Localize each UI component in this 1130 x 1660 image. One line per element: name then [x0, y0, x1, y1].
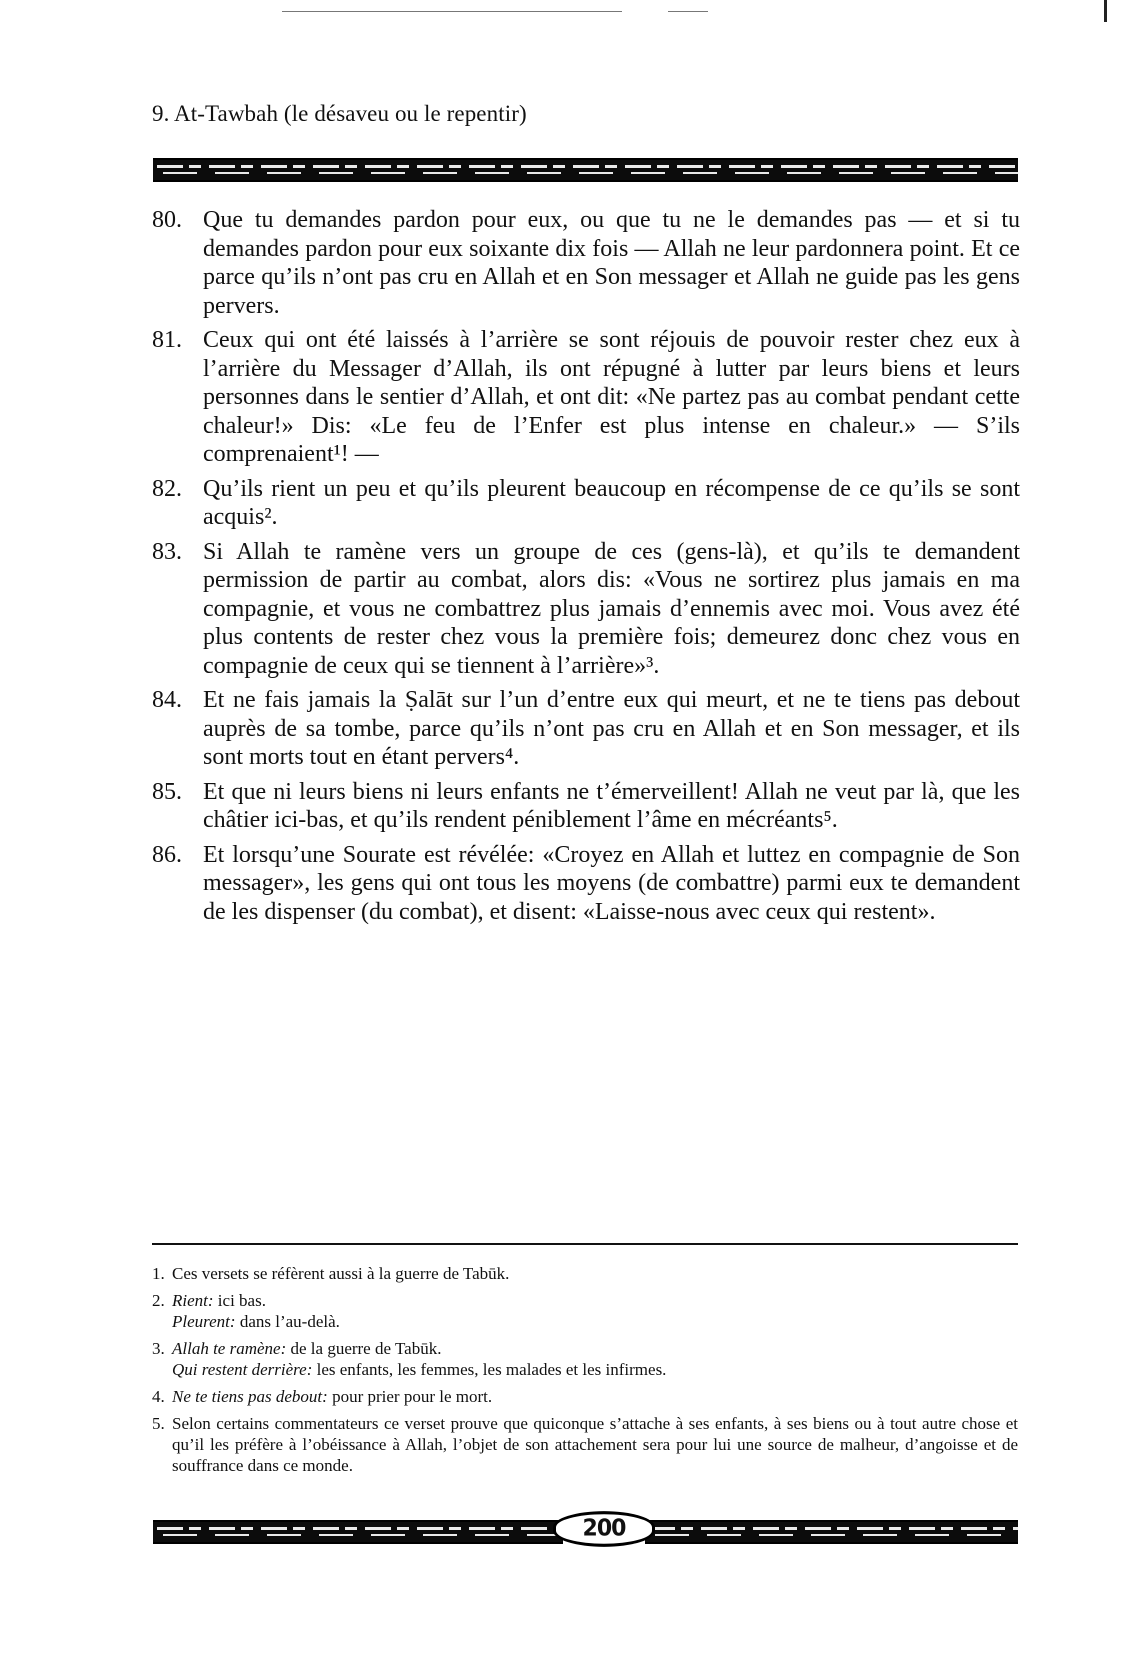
- verse-number: 84.: [152, 687, 182, 713]
- verse-number: 86.: [152, 841, 182, 868]
- verse-list: [152, 206, 1020, 932]
- verse-number: 80.: [152, 207, 182, 233]
- scan-artifact-line: [668, 11, 708, 12]
- footnote-text: dans l’au-delà.: [235, 1312, 340, 1331]
- footnote-line: [172, 1359, 1018, 1380]
- footnote-text: les enfants, les femmes, les malades et les infirmes.: [312, 1360, 667, 1379]
- verse: [152, 778, 1020, 835]
- footnote-term: Allah te ramène:: [172, 1339, 287, 1358]
- footnote-text: de la guerre de Tabūk.: [286, 1339, 442, 1358]
- page-number: 200: [553, 1511, 655, 1547]
- footnote-number: 2.: [152, 1291, 165, 1310]
- verse: [152, 538, 1020, 681]
- footnote-divider: [152, 1243, 1018, 1245]
- footnote-line: [172, 1386, 1018, 1407]
- footnote-term: Qui restent derrière:: [172, 1360, 313, 1379]
- verse: [152, 475, 1020, 532]
- footnote: [152, 1413, 1018, 1476]
- footnote-line: [172, 1338, 1018, 1359]
- footnote: [152, 1263, 1018, 1284]
- verse-number: 82.: [152, 475, 182, 502]
- verse-number: 83.: [152, 538, 182, 565]
- verse-number: 85.: [152, 778, 182, 805]
- scan-artifact-line: [282, 11, 622, 12]
- footnote: [152, 1338, 1018, 1380]
- verse: [152, 841, 1020, 927]
- surah-title: 9. At-Tawbah (le désaveu ou le repentir): [152, 101, 527, 126]
- footnote-text: pour prier pour le mort.: [327, 1387, 493, 1406]
- verse-text: Ceux qui ont été laissés à l’arrière se sont réjouis de pouvoir rester chez eux à l’arrière du Messager d’Allah, ils ont répugné à lutter par leurs biens et leurs personnes dans le sentier d’Allah, et ont dit: «Ne partez pas au combat pendant cette chaleur!» Dis: «Le feu de l’Enfer est plus intense en chaleur.» — S’ils comprenaient¹! —: [203, 327, 1020, 467]
- footnote-line: [172, 1413, 1018, 1476]
- verse-text: Et que ni leurs biens ni leurs enfants ne t’émerveillent! Allah ne veut par là, que les châtier ici-bas, et qu’ils rendent péniblement l’âme en mécréants⁵.: [203, 778, 1020, 833]
- footnote-text: ici bas.: [213, 1291, 266, 1310]
- footnote-text: Ces versets se réfèrent aussi à la guerre de Tabūk.: [172, 1264, 510, 1283]
- footnote-number: 3.: [152, 1339, 165, 1358]
- verse-text: Et ne fais jamais la Ṣalāt sur l’un d’entre eux qui meurt, et ne te tiens pas debout auprès de sa tombe, parce qu’ils n’ont pas cru en Allah et en Son messager, et ils sont morts tout en étant pervers⁴.: [203, 687, 1020, 770]
- verse-number: 81.: [152, 327, 182, 353]
- footnote-text: Selon certains commentateurs ce verset prouve que quiconque s’attache à ses enfants, à ses biens ou à tout autre chose et qu’il les préfère à l’obéissance à Allah, l’objet de son attachement sera pour lui une source de malheur, d’angoisse et de souffrance dans ce monde.: [172, 1414, 1018, 1475]
- decorative-border-bottom-left: [153, 1520, 563, 1544]
- footnote-term: Pleurent:: [172, 1312, 236, 1331]
- footnote-line: [172, 1311, 1018, 1332]
- verse: [152, 326, 1020, 469]
- footnote-line: [172, 1290, 1018, 1311]
- decorative-border-top: [153, 158, 1018, 182]
- verse-text: Si Allah te ramène vers un groupe de ces (gens-là), et qu’ils te demandent permission de partir au combat, alors dis: «Vous ne sortirez plus jamais en ma compagnie, et vous ne combattrez plus jamais d’ennemis avec moi. Vous avez été plus contents de rester chez vous la première fois; demeurez donc chez vous en compagnie de ceux qui se tiennent à l’arrière»³.: [203, 538, 1020, 679]
- verse-text: Qu’ils rient un peu et qu’ils pleurent beaucoup en récompense de ce qu’ils se sont acquis².: [203, 475, 1020, 530]
- decorative-border-bottom-right: [645, 1520, 1018, 1544]
- footnote-term: Rient:: [172, 1291, 214, 1310]
- footnote: [152, 1386, 1018, 1407]
- verse-text: Que tu demandes pardon pour eux, ou que tu ne le demandes pas — et si tu demandes pardon pour eux soixante dix fois — Allah ne leur pardonnera point. Et ce parce qu’ils n’ont pas cru en Allah et en Son messager et Allah ne guide pas les gens pervers.: [203, 207, 1020, 319]
- verse-text: Et lorsqu’une Sourate est révélée: «Croyez en Allah et luttez en compagnie de Son messager», les gens qui ont tous les moyens (de combattre) parmi eux te demandent de les dispenser (du combat), et disent: «Laisse-nous avec ceux qui restent».: [203, 841, 1020, 925]
- verse: [152, 686, 1020, 772]
- footnote-list: [152, 1263, 1018, 1482]
- footnote-number: 5.: [152, 1414, 165, 1433]
- verse: [152, 206, 1020, 320]
- footnote: [152, 1290, 1018, 1332]
- footnote-number: 4.: [152, 1387, 165, 1406]
- footnote-number: 1.: [152, 1264, 165, 1283]
- footnote-line: [172, 1263, 1018, 1284]
- footnote-term: Ne te tiens pas debout:: [172, 1387, 328, 1406]
- scan-edge-mark: [1104, 0, 1107, 22]
